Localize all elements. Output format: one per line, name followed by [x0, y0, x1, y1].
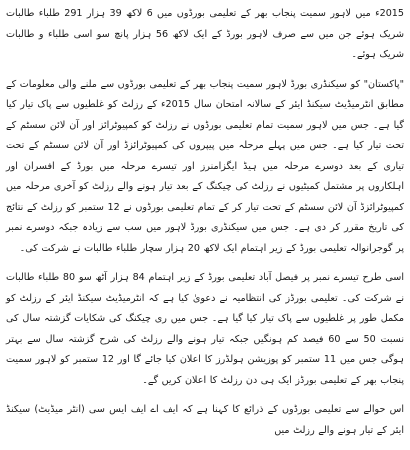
paragraph-1: 2015ء میں لاہور سمیت پنجاب بھر کے تعلیمی بورڈوں میں 6 لاکھ 39 ہزار 291 طلباء طالبات شریک ہوئے جن میں سے صرف لاہور بورڈ کے ایک لاکھ 56 ہزار پانچ سو اسی طلباء و طالبات شریک ہوئے۔ [6, 8, 405, 60]
news-article [6, 4, 404, 450]
paragraph-4: اس حوالے سے تعلیمی بورڈوں کے ذرائع کا کہنا ہے کہ ایف اے ایف ایس سی (انٹر میڈیٹ) سیکنڈ ایئر کے تیار ہونے والے رزلٹ میں [6, 404, 404, 436]
paragraph-3: اسی طرح تیسرے نمبر پر فیصل آباد تعلیمی بورڈ کے زیر اہتمام 84 ہزار آٹھ سو 80 طلباء طالبات نے شرکت کی۔ تعلیمی بورڈز کی انتظامیہ نے دعویٰ کیا ہے کہ انٹرمیڈیٹ سیکنڈ ایئر کے رزلٹ کو مکمل طور پر غلطیوں سے پاک تیار کیا گیا ہے۔ جس میں ری چیکنگ کی شکایات گزشتہ سال کی نسبت 50 سے 60 فیصد کم ہونگیں جبکہ تیار ہونے والے رزلٹ کی شرح گزشتہ سال سے بہتر ہوگی جس میں 11 ستمبر کو پوزیشن ہولڈرز کا اعلان کیا جائے گا اور 12 ستمبر کو لاہور سمیت پنجاب بھر کے تعلیمی بورڈز ایک ہی دن رزلٹ کا اعلان کریں گے۔ [6, 272, 404, 386]
paragraph-2: "پاکستان" کو سیکنڈری بورڈ لاہور سمیت پنجاب بھر کے تعلیمی بورڈوں سے ملنے والی معلومات کے مطابق انٹرمیڈیٹ سیکنڈ ایئر کے سالانہ امتحان سال 2015ء کے رزلٹ کو غلطیوں سے پاک تیار کیا گیا ہے۔ جس میں لاہور سمیت تمام تعلیمی بورڈوں نے رزلٹ کو کمپیوٹرائز اور آن لائن سسٹم کے تحت تیار کیا ہے۔ جس میں پہلے مرحلہ میں پیپروں کی کمپیوٹرائزڈ اور آن لائن سسٹم کے تحت تیاری کے بعد دوسرے مرحلہ میں ہیڈ ایگزامنرز اور تیسرے مرحلہ میں بورڈ کے افسران اور اہلکاروں پر مشتمل کمیٹیوں نے رزلٹ کی چیکنگ کے بعد تیار ہونے والے رزلٹ کو آخری مرحلہ میں کمپیوٹرائزڈ آن لائن سسٹم کے تحت تیار کر کے تمام تعلیمی بورڈوں نے 12 ستمبر کو رزلٹ کے نتائج کی تاریخ مقرر کر دی ہے۔ جس میں سیکنڈری بورڈ لاہور میں سب سے زیادہ جبکہ دوسرے نمبر پر گوجرانوالہ تعلیمی بورڈ کے زیر اہتمام ایک لاکھ 20 ہزار سچار طلباء طالبات نے شرکت کی۔ [6, 78, 404, 254]
